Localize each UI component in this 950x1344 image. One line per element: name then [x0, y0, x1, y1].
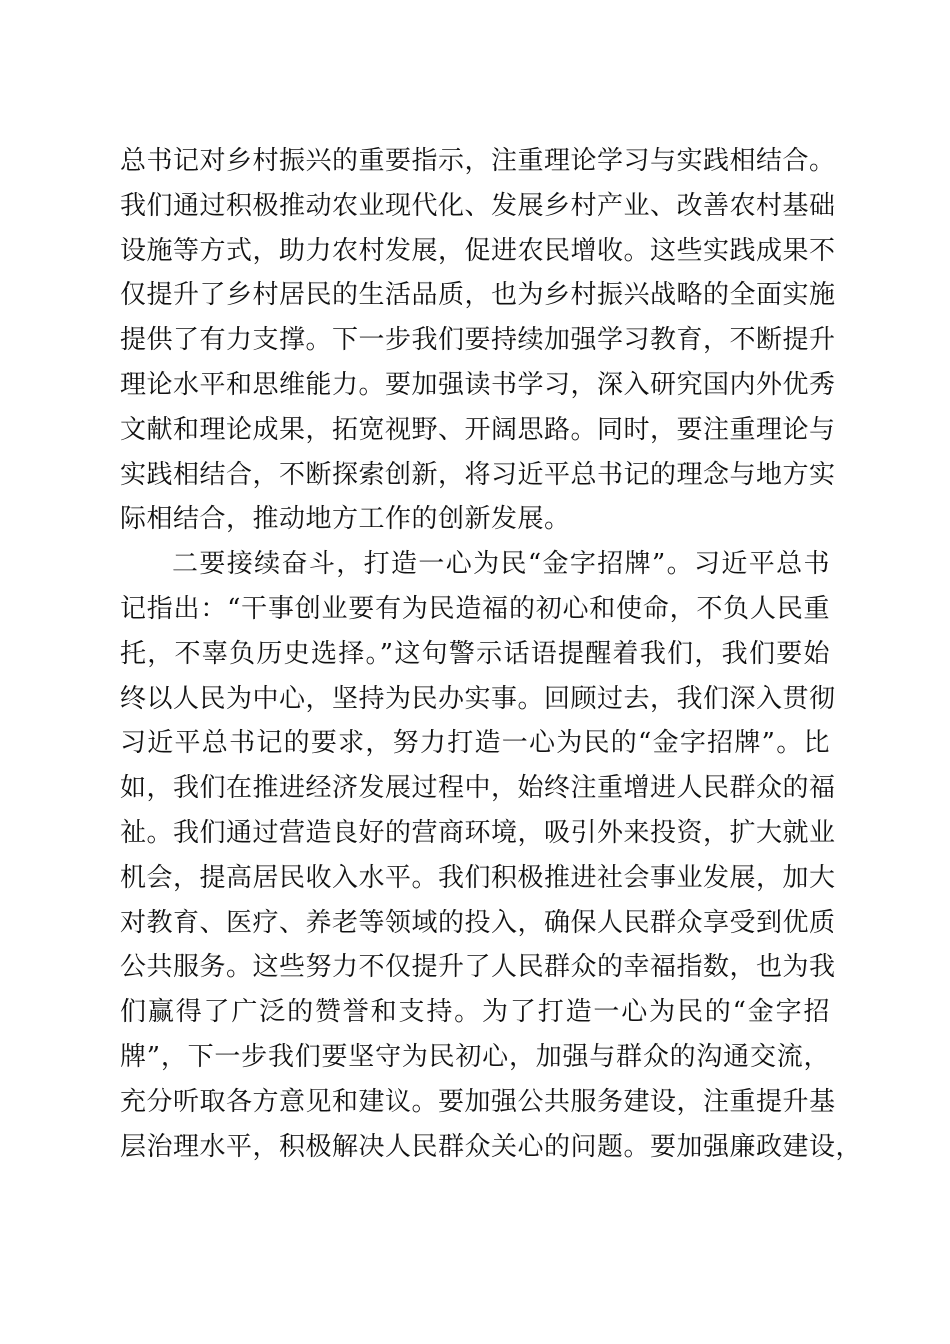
paragraph-line: 如，我们在推进经济发展过程中，始终注重增进人民群众的福 [120, 773, 836, 804]
paragraph-first-line: 二要接续奋斗，打造一心为民“金字招牌”。习近平总书 [172, 549, 830, 580]
paragraph-line: 仅提升了乡村居民的生活品质，也为乡村振兴战略的全面实施 [120, 280, 836, 311]
paragraph-line: 祉。我们通过营造良好的营商环境，吸引外来投资，扩大就业 [120, 817, 836, 848]
paragraph-line: 们赢得了广泛的赞誉和支持。为了打造一心为民的“金字招 [120, 997, 830, 1028]
document-body [120, 139, 863, 1169]
paragraph-line: 总书记对乡村振兴的重要指示，注重理论学习与实践相结合。 [120, 146, 836, 176]
paragraph-line: 对教育、医疗、养老等领域的投入，确保人民群众享受到优质 [120, 907, 836, 938]
paragraph-line: 实践相结合，不断探索创新，将习近平总书记的理念与地方实 [120, 459, 836, 490]
paragraph-line: 记指出：“干事创业要有为民造福的初心和使命，不负人民重 [120, 593, 830, 624]
paragraph-line: 文献和理论成果，拓宽视野、开阔思路。同时，要注重理论与 [120, 414, 836, 445]
paragraph-line: 机会，提高居民收入水平。我们积极推进社会事业发展，加大 [120, 862, 836, 893]
paragraph-line: 理论水平和思维能力。要加强读书学习，深入研究国内外优秀 [120, 369, 836, 400]
paragraph-line: 提供了有力支撑。下一步我们要持续加强学习教育，不断提升 [120, 325, 836, 356]
paragraph-line: 终以人民为中心，坚持为民办实事。回顾过去，我们深入贯彻 [120, 683, 836, 714]
paragraph-line: 我们通过积极推动农业现代化、发展乡村产业、改善农村基础 [120, 190, 836, 221]
paragraph-line: 充分听取各方意见和建议。要加强公共服务建设，注重提升基 [120, 1086, 836, 1117]
paragraph-line: 习近平总书记的要求，努力打造一心为民的“金字招牌”。比 [120, 728, 830, 759]
paragraph-line: 牌”，下一步我们要坚守为民初心，加强与群众的沟通交流， [120, 1041, 830, 1072]
paragraph-line: 公共服务。这些努力不仅提升了人民群众的幸福指数，也为我 [120, 952, 836, 983]
paragraph-line: 际相结合，推动地方工作的创新发展。 [120, 504, 571, 535]
paragraph-line: 托，不辜负历史选择。”这句警示话语提醒着我们，我们要始 [120, 638, 830, 669]
paragraph-line: 设施等方式，助力农村发展，促进农民增收。这些实践成果不 [120, 235, 836, 266]
paragraph-line: 层治理水平，积极解决人民群众关心的问题。要加强廉政建设， [120, 1131, 863, 1162]
